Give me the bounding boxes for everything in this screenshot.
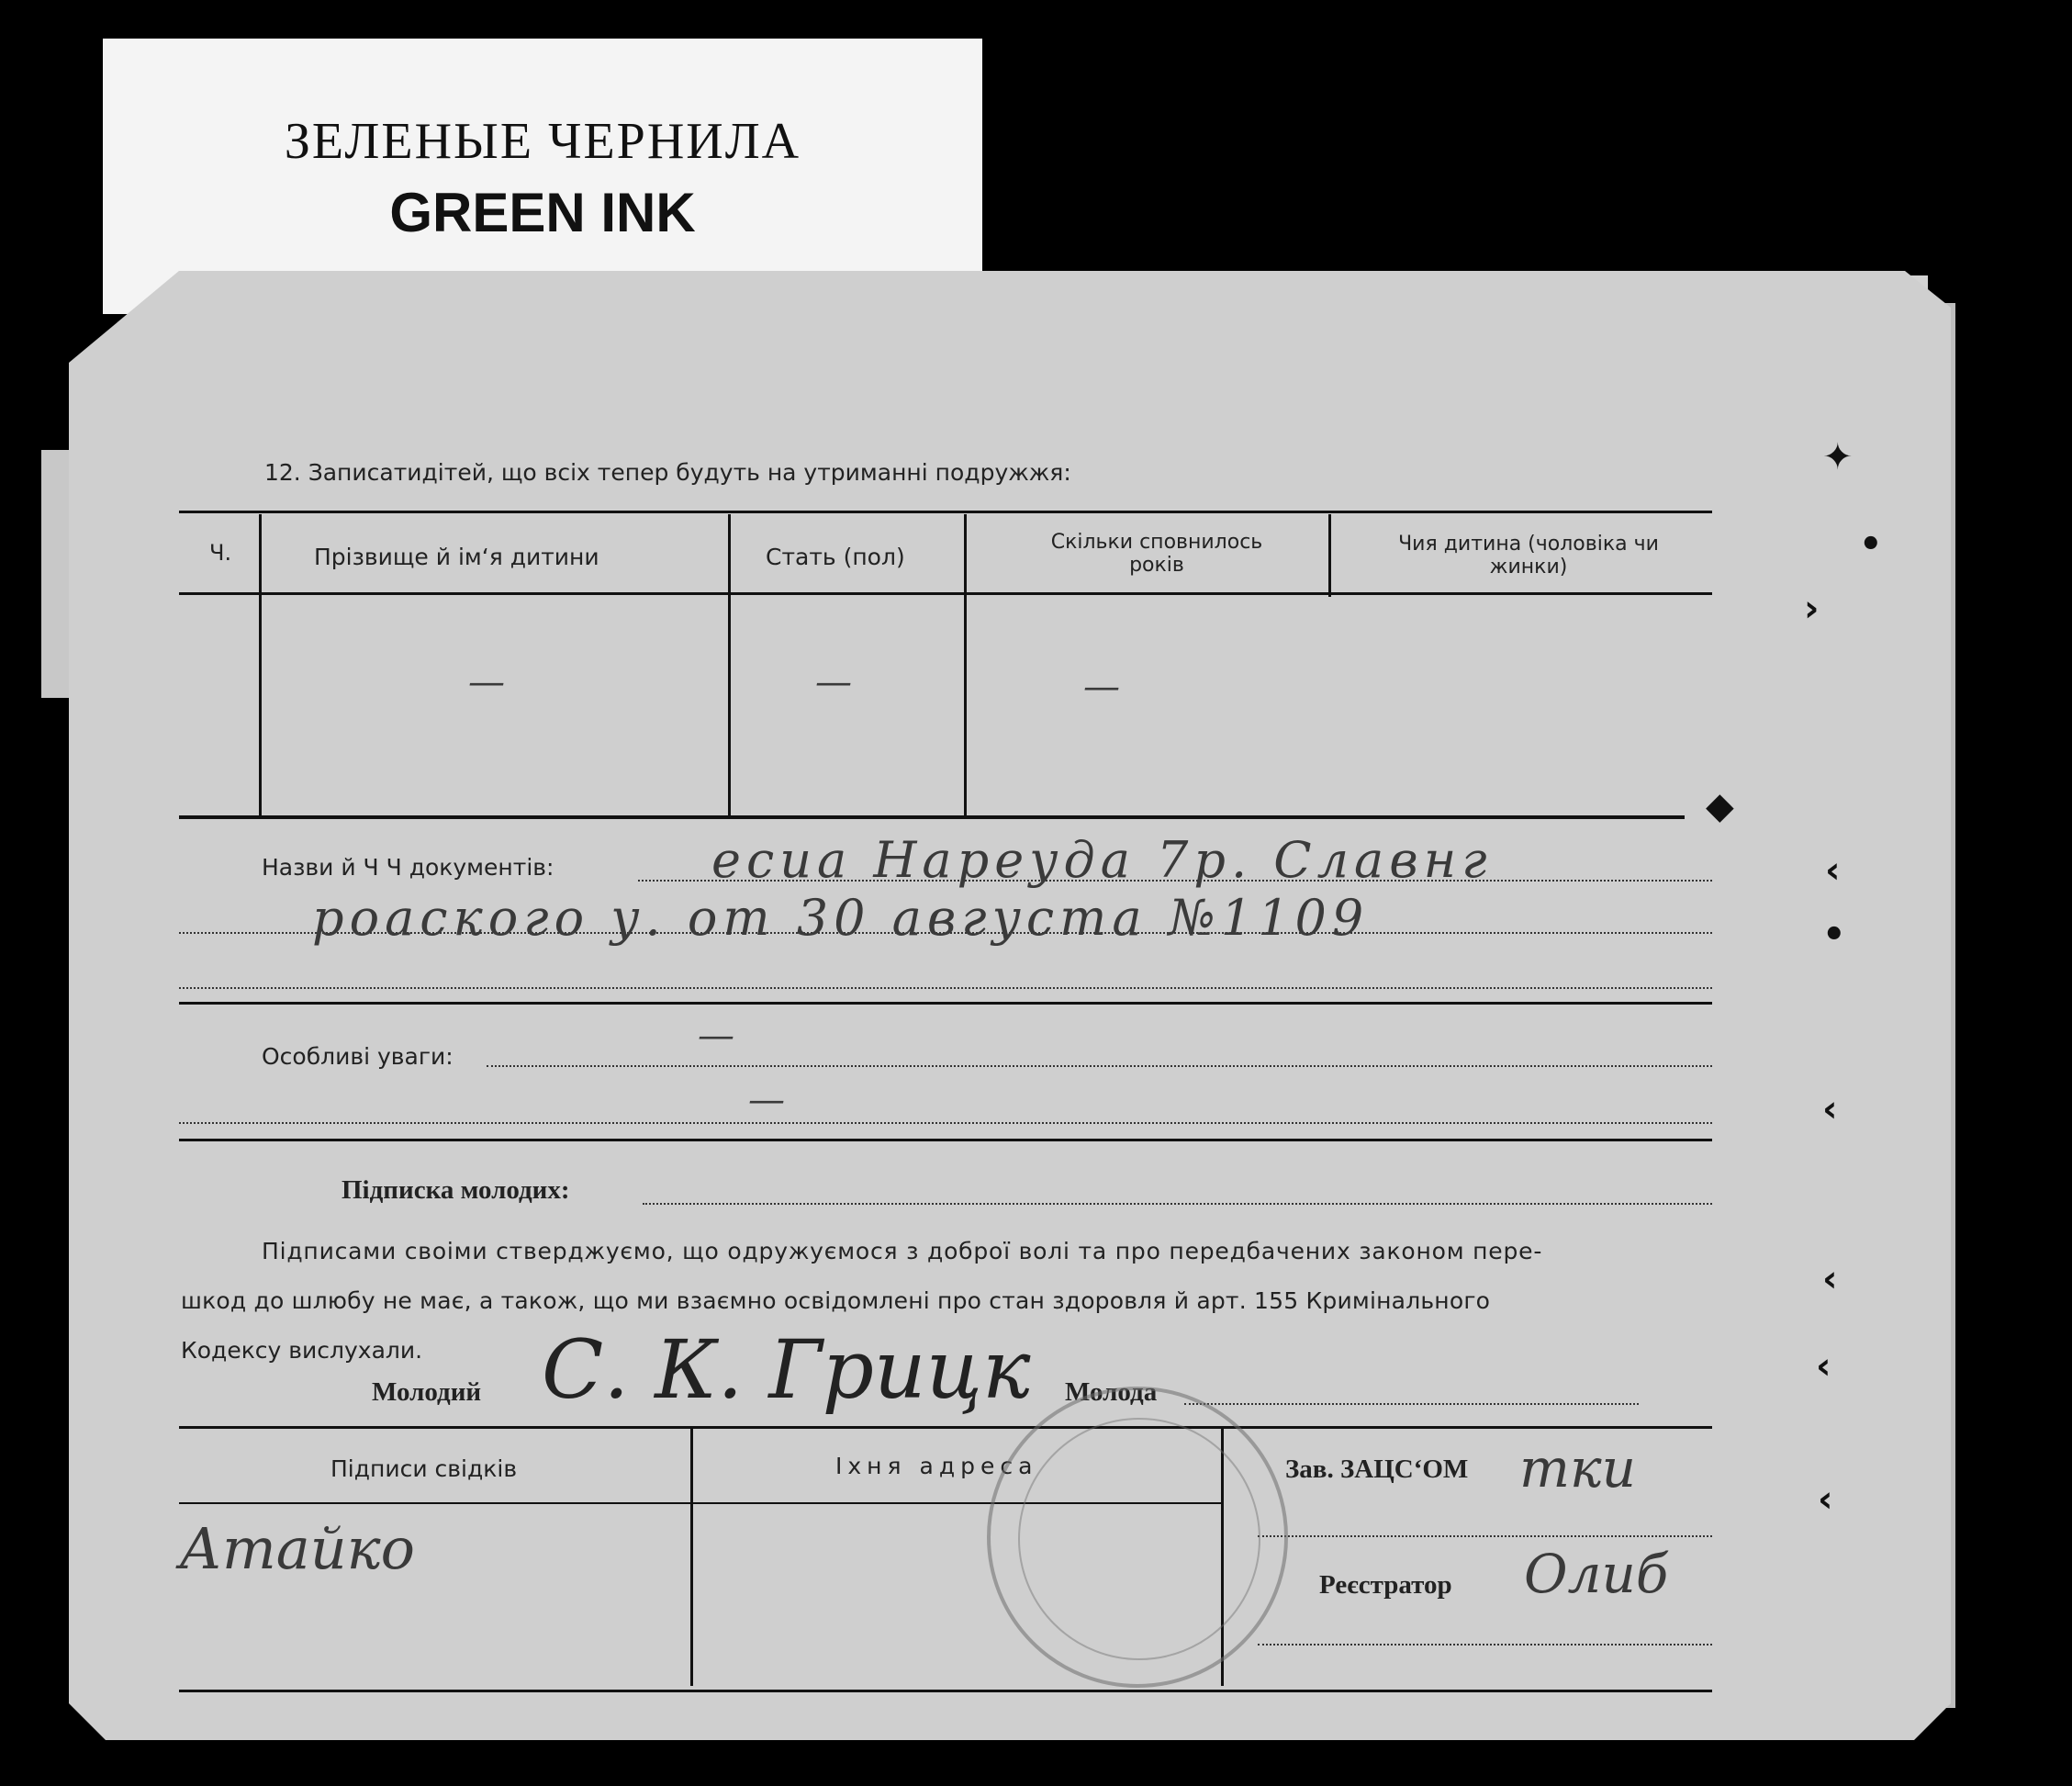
remarks-line-1 <box>487 1065 1712 1067</box>
table-col-line-2 <box>728 514 731 815</box>
header-whose-child: Чия дитина (чоловіка чи жинки) <box>1398 533 1659 578</box>
header-sex: Стать (пол) <box>766 544 905 570</box>
table-col-line-4 <box>1328 514 1331 597</box>
dash-sex: — <box>815 661 852 703</box>
table-col-line-1 <box>259 514 262 815</box>
table-header-line <box>179 592 1712 595</box>
registrar-line-2 <box>1258 1644 1712 1646</box>
header-child-name: Прізвище й ім‘я дитини <box>314 544 599 570</box>
subscription-paragraph-1: Підписами своіми стверджуємо, що одружуємося з доброї волі та про передбачених законом пере- <box>262 1238 1543 1264</box>
witness-signature: Атайко <box>179 1515 415 1582</box>
documents-label: Назви й Ч Ч документів: <box>262 854 554 881</box>
table-col-line-3 <box>964 514 967 815</box>
registrar-signature: Олиб <box>1524 1543 1669 1605</box>
subscription-paragraph-2: шкод до шлюбу не має, а також, що ми взаємно освідомлені про стан здоровля й арт. 155 Кримінального <box>181 1287 1491 1314</box>
punch-hole-mark: • <box>1859 523 1883 566</box>
subscription-bottom-line <box>179 1426 1712 1429</box>
punch-hole-mark: ‹ <box>1822 1258 1838 1300</box>
head-label: Зав. ЗАЦС‘ОМ <box>1285 1455 1469 1484</box>
header-number: Ч. <box>209 540 232 566</box>
table-top-line <box>179 511 1712 513</box>
bride-label: Молода <box>1065 1377 1158 1407</box>
documents-handwriting-2: роаского у. от 30 августа №1109 <box>312 889 1370 947</box>
punch-hole-mark: ‹ <box>1825 849 1841 892</box>
documents-handwriting-1: есиа Нареуда 7р. Славнг <box>711 831 1493 889</box>
punch-hole-mark: › <box>1804 588 1820 630</box>
punch-hole-mark: ‹ <box>1818 1478 1833 1521</box>
documents-line-3 <box>179 987 1712 989</box>
remarks-dash-1: — <box>698 1015 734 1057</box>
remarks-dash-2: — <box>748 1079 785 1121</box>
witness-header: Підписи свідків <box>330 1455 518 1482</box>
documents-bottom-line <box>179 1002 1712 1005</box>
groom-signature: С. К. Грицк <box>542 1322 1031 1417</box>
groom-label: Молодий <box>372 1377 482 1407</box>
subscription-title: Підписка молодих: <box>342 1175 570 1205</box>
registrar-label: Реєстратор <box>1319 1570 1452 1600</box>
punch-hole-mark: ◆ <box>1706 785 1734 827</box>
dash-age: — <box>1083 666 1120 708</box>
header-age: Скільки сповнилось років <box>1050 531 1263 577</box>
ink-label-russian: ЗЕЛЕНЫЕ ЧЕРНИЛА <box>284 113 801 170</box>
remarks-line-2 <box>179 1122 1712 1124</box>
punch-hole-mark: ‹ <box>1816 1345 1831 1387</box>
official-stamp <box>987 1387 1288 1688</box>
remarks-label: Особливі уваги: <box>262 1043 454 1070</box>
subscription-line <box>643 1203 1712 1205</box>
table-bottom-line <box>179 815 1685 819</box>
remarks-bottom-line <box>179 1139 1712 1141</box>
bride-line <box>1184 1403 1639 1405</box>
head-signature: тки <box>1519 1437 1636 1500</box>
subscription-paragraph-3: Кодексу вислухали. <box>181 1337 423 1364</box>
punch-hole-mark: • <box>1822 914 1846 956</box>
punch-hole-mark: ‹ <box>1822 1088 1838 1130</box>
head-line-2 <box>1258 1535 1712 1537</box>
ink-label-english: GREEN INK <box>389 182 696 243</box>
punch-hole-mark: ✦ <box>1822 436 1854 478</box>
address-header: Іхня адреса <box>835 1453 1038 1479</box>
stamp-inner-ring <box>1018 1418 1260 1660</box>
bottom-col-line-1 <box>690 1429 693 1686</box>
dash-child-name: — <box>468 661 505 703</box>
section12-title: 12. Записатидітей, що всіх тепер будуть на утриманні подружжя: <box>264 459 1071 486</box>
form-bottom-line <box>179 1690 1712 1692</box>
